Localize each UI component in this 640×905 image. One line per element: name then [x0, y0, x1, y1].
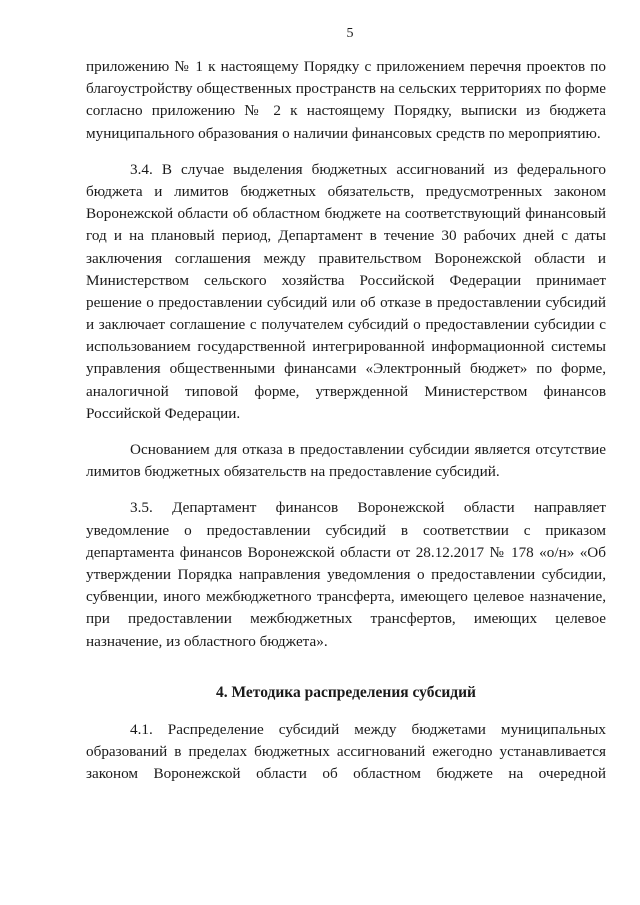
text-line: использованием государственной интегрированной информационной системы: [86, 338, 606, 356]
text-line: законом Воронежской области об областном бюджете на очередной: [86, 765, 606, 783]
text-line: согласно приложению № 2 к настоящему Порядку, выписки из бюджета: [86, 102, 606, 120]
text-line: Министерством сельского хозяйства Российской Федерации принимает: [86, 271, 606, 289]
text-line: 4.1. Распределение субсидий между бюджетами муниципальных: [130, 720, 606, 738]
text-line: Основанием для отказа в предоставлении субсидии является отсутствие: [130, 441, 606, 458]
paragraph-3-5: [86, 497, 606, 652]
text-line: 3.4. В случае выделения бюджетных ассигнований из федерального: [130, 160, 606, 178]
page-number: 5: [346, 26, 354, 41]
text-line: уведомление о предоставлении субсидий в соответствии с приказом: [86, 521, 606, 539]
text-line: назначение, из областного бюджета».: [86, 632, 328, 650]
text-line: субвенции, иного межбюджетного трансферта, имеющего целевое назначение,: [86, 588, 606, 606]
text-line: аналогичной типовой форме, утвержденной Министерством финансов: [86, 382, 606, 400]
document-body: [86, 56, 606, 785]
text-line: муниципального образования о наличии финансовых средств по мероприятию.: [86, 124, 601, 142]
text-line: решение о предоставлении субсидий или об отказе в предоставлении субсидий: [86, 293, 606, 311]
text-line: 3.5. Департамент финансов Воронежской области направляет: [130, 499, 606, 517]
paragraph-4-1: [86, 719, 606, 786]
text-line: бюджета и лимитов бюджетных обязательств, предусмотренных законом: [86, 182, 606, 200]
text-line: и заключает соглашение с получателем субсидий о предоставлении субсидии с: [86, 316, 606, 334]
text-line: благоустройству общественных пространств на сельских территориях по форме: [86, 80, 606, 98]
text-line: образований в пределах бюджетных ассигнований ежегодно устанавливается: [86, 742, 606, 760]
text-line: при предоставлении межбюджетных трансфертов, имеющих целевое: [86, 610, 606, 628]
paragraph-refusal-basis: [86, 439, 606, 483]
section-heading: 4. Методика распределения субсидий: [216, 683, 476, 701]
text-line: лимитов бюджетных обязательств на предоставление субсидий.: [86, 463, 500, 481]
text-line: Российской Федерации.: [86, 404, 241, 422]
paragraph-3-4: [86, 159, 606, 425]
text-line: управления общественными финансами «Электронный бюджет» по форме,: [86, 360, 606, 378]
text-line: Воронежской области об областном бюджете на соответствующий финансовый: [86, 205, 606, 223]
text-line: год и на плановый период, Департамент в течение 30 рабочих дней с даты: [86, 227, 606, 245]
paragraph-continuation: [86, 56, 606, 145]
text-line: департамента финансов Воронежской области от 28.12.2017 № 178 «о/н» «Об: [86, 543, 606, 561]
text-line: утверждении Порядка направления уведомления о предоставлении субсидии,: [86, 565, 606, 583]
text-line: приложению № 1 к настоящему Порядку с приложением перечня проектов по: [86, 58, 606, 75]
text-line: заключения соглашения между правительством Воронежской области и: [86, 249, 606, 267]
